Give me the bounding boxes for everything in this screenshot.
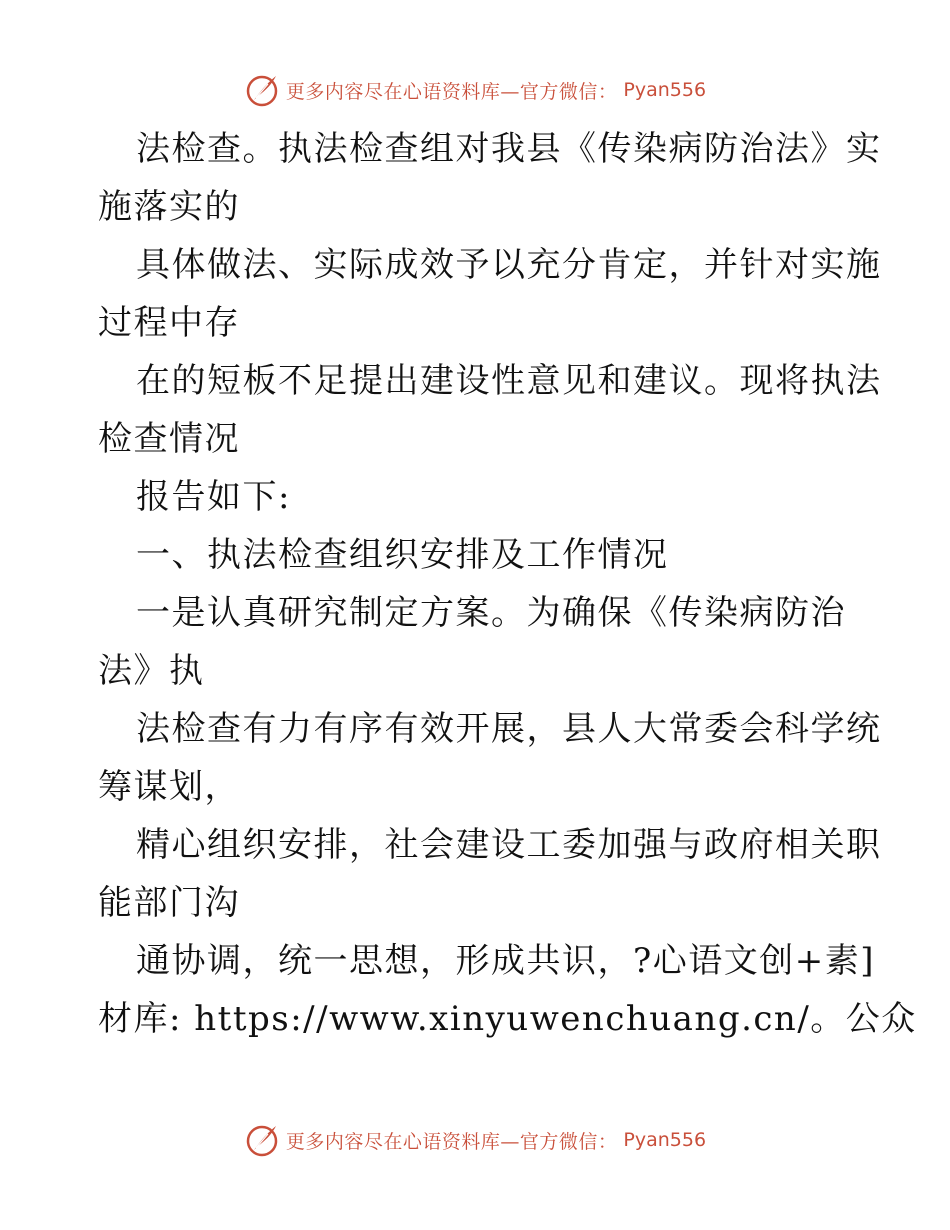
wechat-id: Pyan556 <box>623 1129 707 1151</box>
feather-pen-logo-icon <box>244 72 280 108</box>
text-line: 能部门沟 <box>98 883 240 923</box>
text-line: 过程中存 <box>98 303 240 343</box>
footer-banner <box>0 1120 950 1160</box>
banner-text: 更多内容尽在心语资料库—官方微信： <box>285 80 618 103</box>
text-line: 检查情况 <box>98 419 240 459</box>
text-line: 通协调，统一思想，形成共识，?心语文创+素] <box>136 941 875 981</box>
text-line: 具体做法、实际成效予以充分肯定，并针对实施 <box>136 245 882 285</box>
text-line: 报告如下: <box>136 477 291 517</box>
text-line: 法》执 <box>98 651 205 691</box>
feather-pen-logo-icon <box>244 1122 280 1158</box>
text-line: 施落实的 <box>98 187 240 227</box>
text-line: 筹谋划， <box>98 767 240 807</box>
header-banner <box>0 70 950 110</box>
banner-text: 更多内容尽在心语资料库—官方微信： <box>285 1130 618 1153</box>
document-body <box>98 120 917 1048</box>
section-heading: 一、执法检查组织安排及工作情况 <box>136 535 669 575</box>
text-line: 材库: https://www.xinyuwenchuang.cn/。公众 <box>98 999 917 1039</box>
wechat-id: Pyan556 <box>623 79 707 101</box>
text-line: 法检查有力有序有效开展，县人大常委会科学统 <box>136 709 882 749</box>
text-line: 一是认真研究制定方案。为确保《传染病防治 <box>136 593 846 633</box>
text-line: 在的短板不足提出建设性意见和建议。现将执法 <box>136 361 882 401</box>
text-line: 法检查。执法检查组对我县《传染病防治法》实 <box>136 129 882 169</box>
text-line: 精心组织安排，社会建设工委加强与政府相关职 <box>136 825 882 865</box>
